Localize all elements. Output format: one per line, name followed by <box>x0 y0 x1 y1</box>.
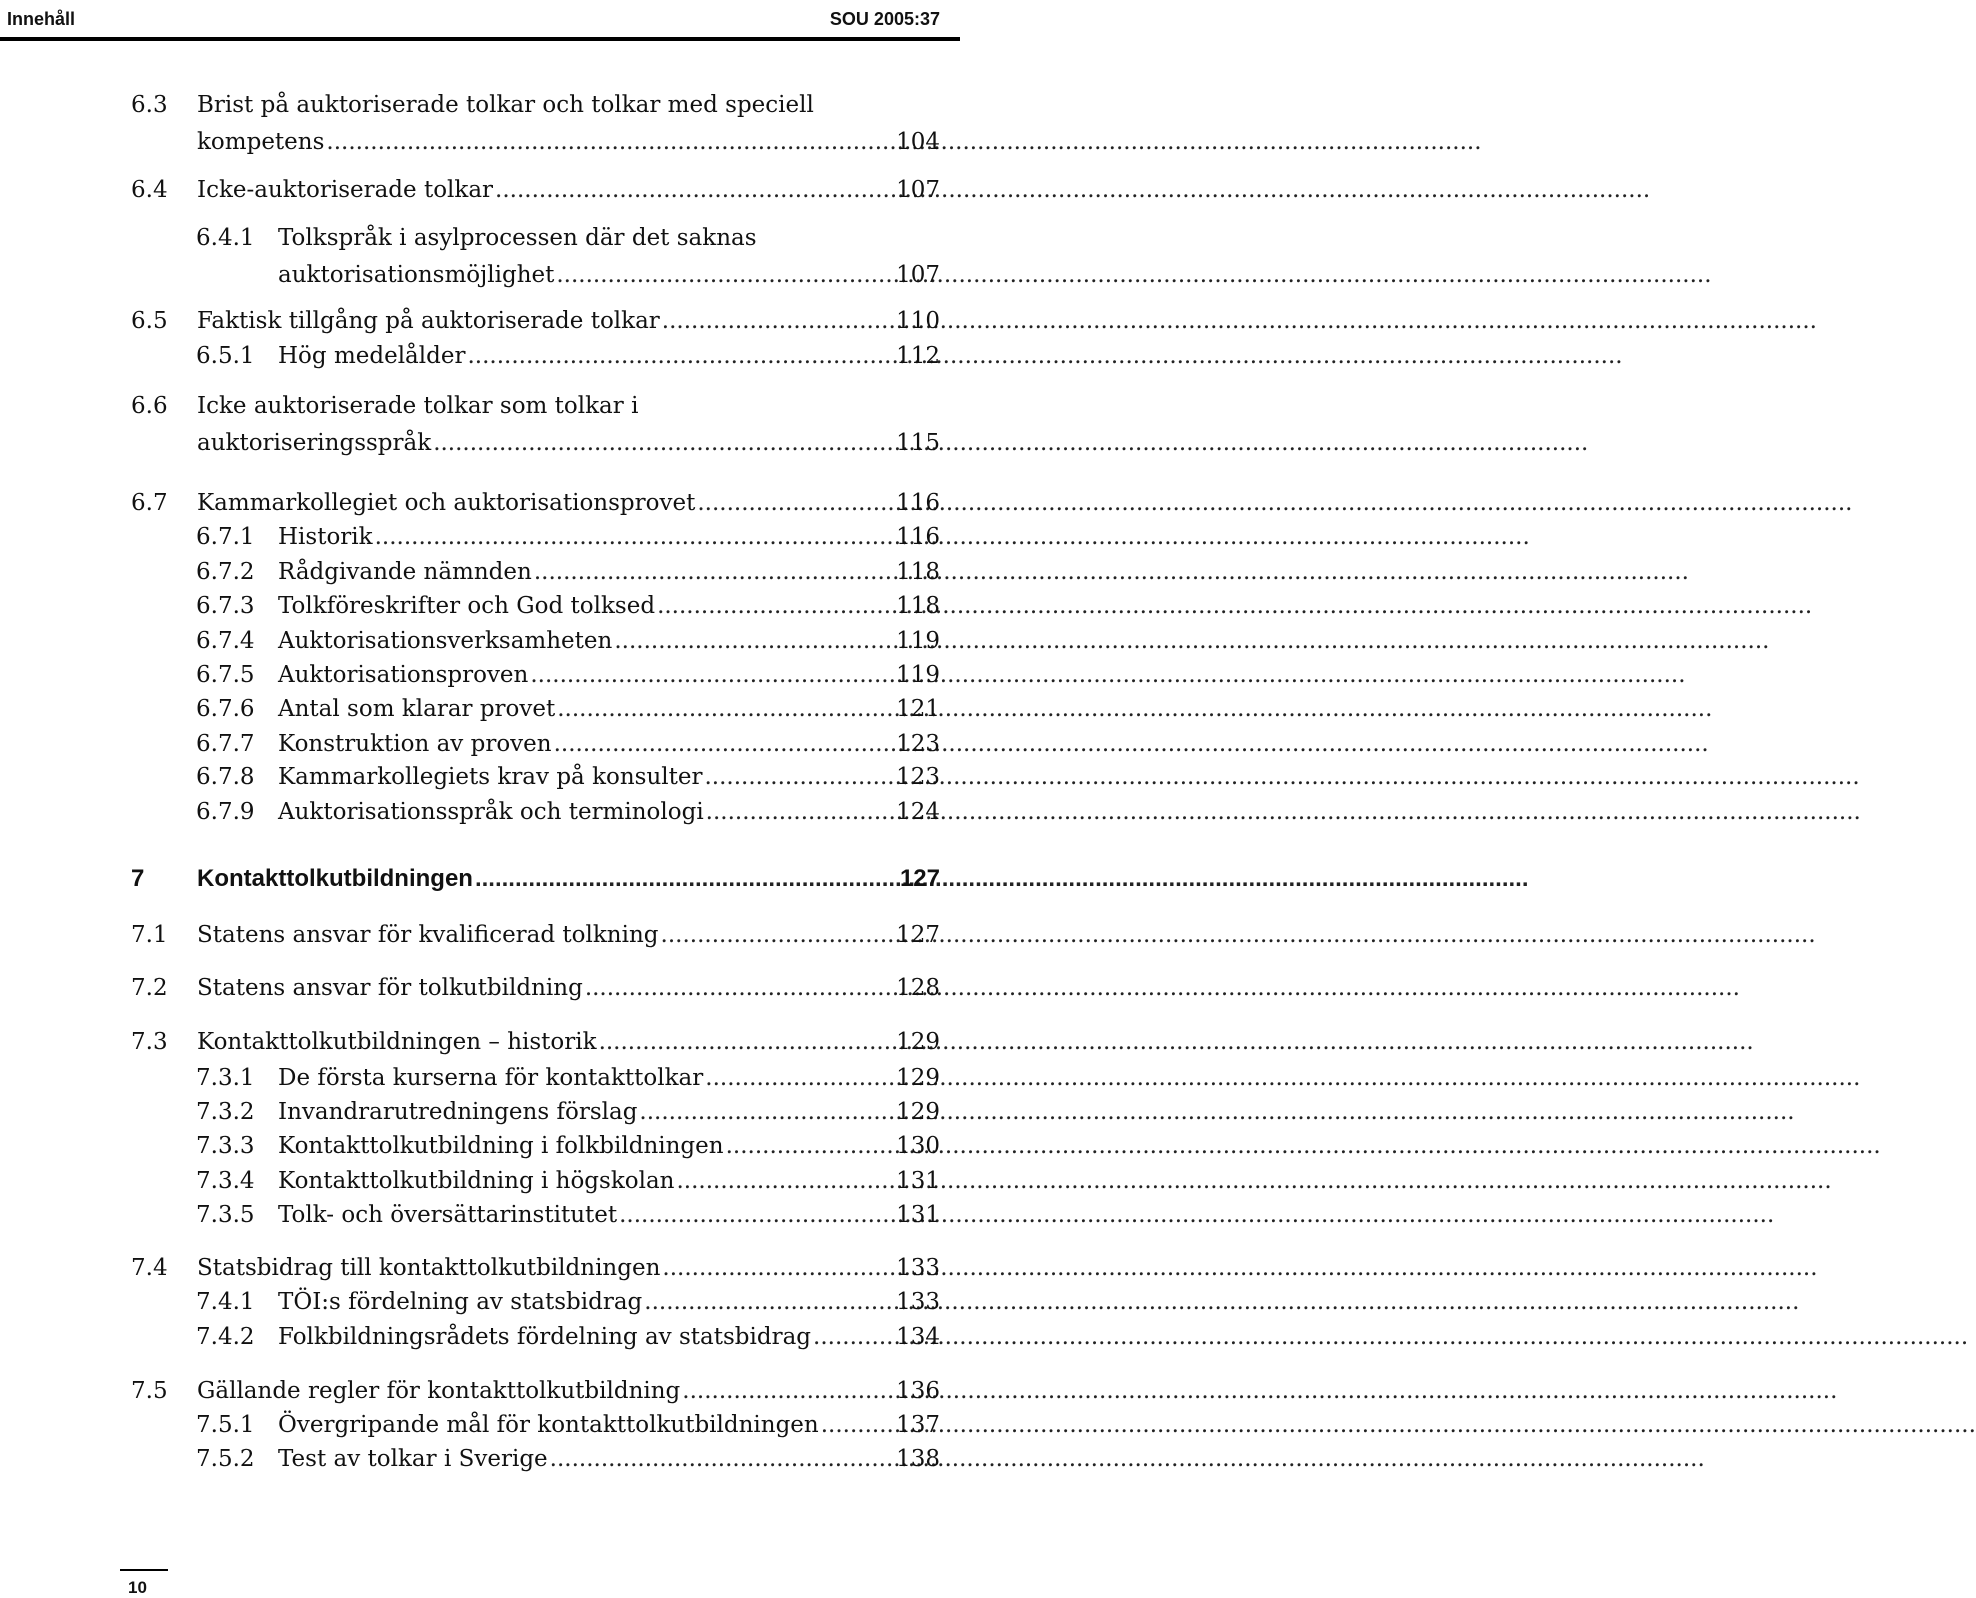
toc-entry-title: Konstruktion av proven <box>278 731 552 757</box>
toc-entry-number: 7.5.2 <box>196 1446 255 1472</box>
toc-entry-number: 7.3.1 <box>196 1065 255 1091</box>
toc-entry-number: 6.7.3 <box>196 593 255 619</box>
toc-entry-title: Gällande regler för kontakttolkutbildning <box>197 1378 681 1404</box>
dot-leader <box>726 1129 895 1163</box>
toc-entry-number: 6.7.4 <box>196 628 255 654</box>
toc-entry-title-continued: kompetens <box>197 129 325 155</box>
toc-entry[interactable] <box>0 339 960 373</box>
dot-leader <box>554 727 895 761</box>
toc-entry-page: 116 <box>896 490 940 516</box>
toc-entry[interactable] <box>0 1095 960 1129</box>
toc-entry-title: Kontakttolkutbildning i högskolan <box>278 1168 675 1194</box>
toc-entry-page: 128 <box>896 975 940 1001</box>
toc-entry-page: 136 <box>896 1378 940 1404</box>
toc-entry-page: 133 <box>896 1255 940 1281</box>
toc-entry-number: 6.5.1 <box>196 343 255 369</box>
dot-leader <box>534 555 894 589</box>
dot-leader <box>557 692 894 726</box>
dot-leader <box>677 1164 895 1198</box>
toc-entry[interactable] <box>0 1129 960 1163</box>
toc-entry-page: 121 <box>896 696 940 722</box>
toc-entry-number: 6.7 <box>131 490 168 516</box>
toc-entry-page: 107 <box>896 262 940 288</box>
toc-entry-number: 7.3 <box>131 1029 168 1055</box>
toc-entry-number: 7.3.2 <box>196 1099 255 1125</box>
toc-entry-page: 110 <box>896 308 940 334</box>
dot-leader <box>550 1442 894 1476</box>
toc-entry-title: Statens ansvar för kvalificerad tolkning <box>197 922 659 948</box>
toc-entry-title: Auktorisationsproven <box>278 662 529 688</box>
toc-entry-number: 6.5 <box>131 308 168 334</box>
toc-entry[interactable] <box>0 555 960 589</box>
toc-entry-continuation[interactable] <box>0 125 960 159</box>
toc-entry-number: 6.7.9 <box>196 799 255 825</box>
toc-entry-number: 7.4.2 <box>196 1324 255 1350</box>
dot-leader <box>697 486 894 520</box>
toc-entry-title: Test av tolkar i Sverige <box>278 1446 548 1472</box>
dot-leader <box>433 426 894 460</box>
toc-entry-page: 129 <box>896 1029 940 1055</box>
toc-entry-title: Statsbidrag till kontakttolkutbildningen <box>197 1255 661 1281</box>
toc-entry[interactable] <box>0 389 960 423</box>
toc-entry-number: 7.4 <box>131 1255 168 1281</box>
toc-entry-number: 7.3.4 <box>196 1168 255 1194</box>
toc-entry-page: 119 <box>896 628 940 654</box>
toc-entry[interactable] <box>0 918 960 952</box>
toc-entry-title: Kontakttolkutbildning i folkbildningen <box>278 1133 724 1159</box>
toc-entry-page: 118 <box>896 559 940 585</box>
toc-entry[interactable] <box>0 1442 960 1476</box>
toc-entry-title: Kontakttolkutbildningen <box>197 865 473 892</box>
toc-entry-title: Kammarkollegiet och auktorisationsprovet <box>197 490 696 516</box>
toc-entry-page: 131 <box>896 1202 940 1228</box>
toc-entry-title: Invandrarutredningens förslag <box>278 1099 638 1125</box>
toc-entry-title: Tolkspråk i asylprocessen där det saknas <box>278 225 757 251</box>
toc-entry[interactable] <box>0 1061 960 1095</box>
toc-entry-number: 7.5 <box>131 1378 168 1404</box>
running-header <box>0 5 960 37</box>
dot-leader <box>657 589 894 623</box>
toc-entry-number: 6.4 <box>131 177 168 203</box>
toc-entry-page: 138 <box>896 1446 940 1472</box>
toc-entry-title: De första kurserna för kontakttolkar <box>278 1065 704 1091</box>
dot-leader <box>662 304 894 338</box>
toc-entry-page: 129 <box>896 1099 940 1125</box>
toc-entry-number: 7.4.1 <box>196 1289 255 1315</box>
toc-entry-page: 107 <box>896 177 940 203</box>
toc-entry-title: Faktisk tillgång på auktoriserade tolkar <box>197 308 660 334</box>
toc-entry-title-continued: auktoriseringsspråk <box>197 430 432 456</box>
toc-entry-title: Kontakttolkutbildningen – historik <box>197 1029 597 1055</box>
toc-entry-page: 112 <box>896 343 940 369</box>
toc-entry-page: 127 <box>896 922 940 948</box>
toc-entry[interactable] <box>0 589 960 623</box>
toc-entry[interactable] <box>0 971 960 1005</box>
toc-entry-page: 137 <box>896 1412 940 1438</box>
dot-leader <box>619 1198 894 1232</box>
toc-entry-title: Auktorisationsspråk och terminologi <box>278 799 704 825</box>
toc-entry-page: 119 <box>896 662 940 688</box>
toc-entry-title: Tolkföreskrifter och God tolksed <box>278 593 656 619</box>
toc-entry-page: 118 <box>896 593 940 619</box>
toc-entry-title: Icke auktoriserade tolkar som tolkar i <box>197 393 639 419</box>
toc-entry[interactable] <box>0 173 960 207</box>
toc-entry-number: 6.4.1 <box>196 225 255 251</box>
toc-entry-number: 6.7.5 <box>196 662 255 688</box>
dot-leader <box>813 1320 894 1354</box>
toc-entry-page: 133 <box>896 1289 940 1315</box>
toc-entry-continuation[interactable] <box>0 258 960 292</box>
footer-rule <box>120 1569 168 1571</box>
toc-entry[interactable] <box>0 862 960 896</box>
toc-entry-page: 123 <box>896 731 940 757</box>
toc-entry[interactable] <box>0 88 960 122</box>
toc-entry-title-continued: auktorisationsmöjlighet <box>278 262 555 288</box>
toc-entry[interactable] <box>0 1374 960 1408</box>
toc-entry-title: Rådgivande nämnden <box>278 559 532 585</box>
dot-leader <box>706 795 894 829</box>
toc-entry-number: 7.1 <box>131 922 168 948</box>
toc-entry-title: Historik <box>278 524 373 550</box>
toc-entry-title: Tolk- och översättarinstitutet <box>278 1202 618 1228</box>
toc-entry-continuation[interactable] <box>0 426 960 460</box>
toc-entry[interactable] <box>0 1285 960 1319</box>
toc-entry[interactable] <box>0 520 960 554</box>
toc-entry-number: 7 <box>131 865 145 892</box>
toc-entry-number: 6.6 <box>131 393 168 419</box>
dot-leader <box>585 971 894 1005</box>
dot-leader <box>661 918 895 952</box>
toc-entry-number: 7.5.1 <box>196 1412 255 1438</box>
toc-entry-page: 124 <box>896 799 940 825</box>
dot-leader <box>705 1061 894 1095</box>
toc-entry[interactable] <box>0 692 960 726</box>
header-section-title: Innehåll <box>7 9 76 29</box>
toc-entry-page: 116 <box>896 524 940 550</box>
toc-entry-title: Övergripande mål för kontakttolkutbildningen <box>278 1412 819 1438</box>
dot-leader <box>639 1095 894 1129</box>
dot-leader <box>326 125 894 159</box>
toc-entry-number: 6.7.8 <box>196 764 255 790</box>
toc-entry[interactable] <box>0 1408 960 1442</box>
toc-entry-page: 130 <box>896 1133 940 1159</box>
toc-entry-title: Antal som klarar provet <box>278 696 556 722</box>
toc-entry-page: 134 <box>896 1324 940 1350</box>
toc-entry-title: Hög medelålder <box>278 343 466 369</box>
toc-entry-page: 104 <box>896 129 940 155</box>
dot-leader <box>614 624 894 658</box>
toc-entry-title: TÖI:s fördelning av statsbidrag <box>278 1289 643 1315</box>
toc-entry-title: Kammarkollegiets krav på konsulter <box>278 764 703 790</box>
toc-entry-number: 6.7.1 <box>196 524 255 550</box>
dot-leader <box>705 760 895 794</box>
dot-leader <box>682 1374 894 1408</box>
toc-entry-number: 6.3 <box>131 92 168 118</box>
toc-entry-title: Auktorisationsverksamheten <box>278 628 613 654</box>
toc-entry-page: 115 <box>896 430 940 456</box>
toc-entry-number: 6.7.6 <box>196 696 255 722</box>
dot-leader <box>495 173 894 207</box>
toc-entry[interactable] <box>0 624 960 658</box>
toc-entry[interactable] <box>0 795 960 829</box>
toc-entry-number: 7.3.5 <box>196 1202 255 1228</box>
dot-leader <box>662 1251 894 1285</box>
header-document-id: SOU 2005:37 <box>829 9 940 29</box>
dot-leader <box>375 520 894 554</box>
toc-entry-title: Statens ansvar för tolkutbildning <box>197 975 583 1001</box>
toc-entry-page: 123 <box>896 764 940 790</box>
toc-entry-number: 6.7.7 <box>196 731 255 757</box>
toc-entry-title: Brist på auktoriserade tolkar och tolkar med speciell <box>197 92 814 118</box>
header-rule <box>0 37 960 41</box>
toc-entry[interactable] <box>0 1320 960 1354</box>
toc-entry-page: 131 <box>896 1168 940 1194</box>
toc-entry[interactable] <box>0 1198 960 1232</box>
page-number: 10 <box>128 1578 147 1597</box>
toc-entry[interactable] <box>0 760 960 794</box>
dot-leader <box>644 1285 894 1319</box>
toc-entry-title: Folkbildningsrådets fördelning av statsbidrag <box>278 1324 812 1350</box>
toc-entry-page: 129 <box>896 1065 940 1091</box>
dot-leader <box>821 1408 894 1442</box>
toc-entry[interactable] <box>0 304 960 338</box>
toc-entry-number: 7.3.3 <box>196 1133 255 1159</box>
dot-leader <box>599 1025 895 1059</box>
toc-entry[interactable] <box>0 1025 960 1059</box>
toc-entry-number: 7.2 <box>131 975 168 1001</box>
toc-entry-title: Icke-auktoriserade tolkar <box>197 177 494 203</box>
dot-leader <box>556 258 894 292</box>
toc-entry-number: 6.7.2 <box>196 559 255 585</box>
toc-entry-page: 127 <box>899 865 940 892</box>
toc-entry[interactable] <box>0 658 960 692</box>
dot-leader <box>475 862 898 896</box>
toc-entry[interactable] <box>0 1164 960 1198</box>
toc-entry[interactable] <box>0 727 960 761</box>
toc-entry[interactable] <box>0 486 960 520</box>
dot-leader <box>530 658 894 692</box>
dot-leader <box>467 339 894 373</box>
toc-entry[interactable] <box>0 1251 960 1285</box>
toc-entry[interactable] <box>0 221 960 255</box>
